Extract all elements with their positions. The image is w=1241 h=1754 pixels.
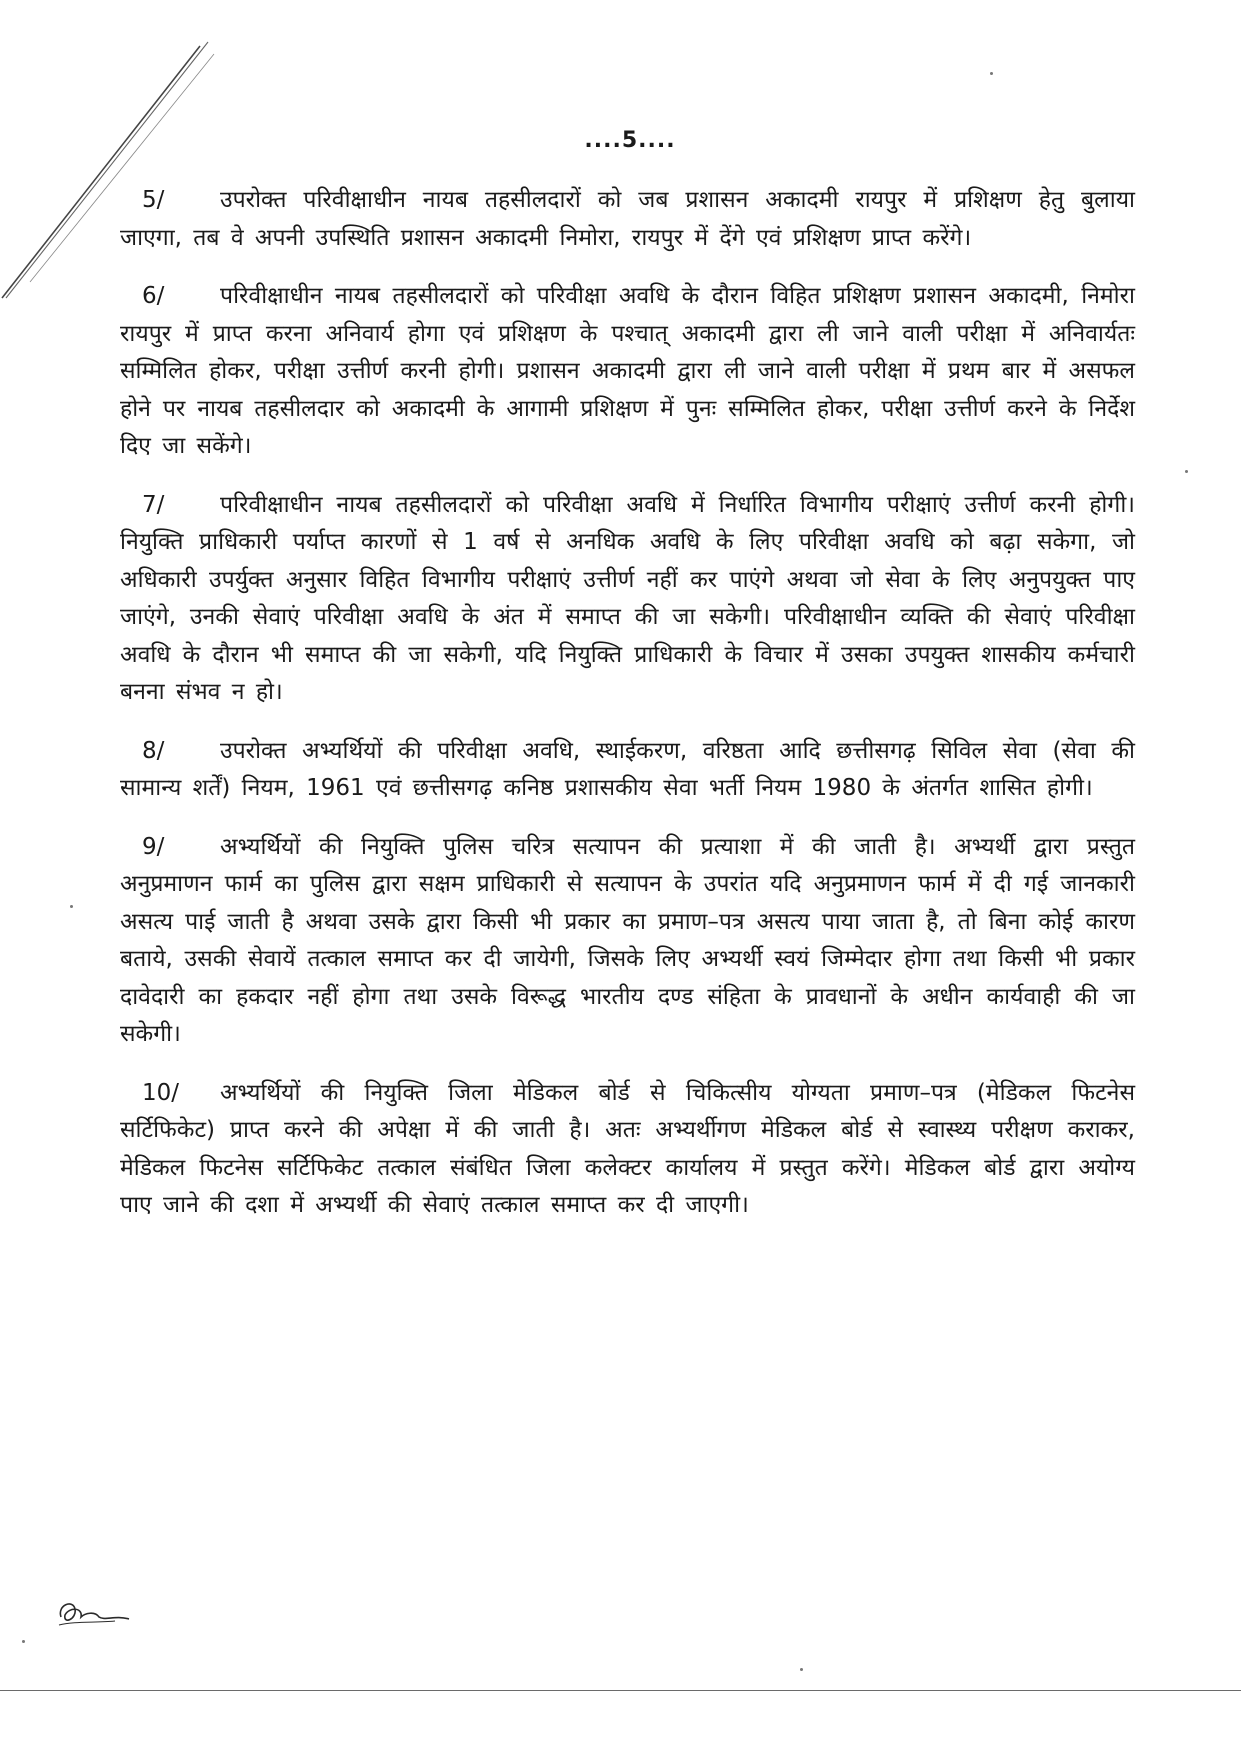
- paragraph-number: 5/: [142, 187, 165, 213]
- paragraph-text: परिवीक्षाधीन नायब तहसीलदारों को परिवीक्षा अवधि में निर्धारित विभागीय परीक्षाएं उत्तीर्ण करनी होगी। नियुक्ति प्राधिकारी पर्याप्त कारणों से 1 वर्ष से अनधिक अवधि के लिए परिवीक्षा अवधि को बढ़ा सकेगा, जो अधिकारी उपर्युक्त अनुसार विहित विभागीय परीक्षाएं उत्तीर्ण नहीं कर पाएंगे अथवा जो सेवा के लिए अनुपयुक्त पाए जाएंगे, उनकी सेवाएं परिवीक्षा अवधि के अंत में समाप्त की जा सकेगी। परिवीक्षाधीन व्यक्ति की सेवाएं परिवीक्षा अवधि के दौरान भी समाप्त की जा सकेगी, यदि नियुक्ति प्राधिकारी के विचार में उसका उपयुक्त शासकीय कर्मचारी बनना संभव न हो।: [120, 491, 1135, 705]
- page-number: ....5....: [584, 128, 676, 153]
- body-text: [120, 182, 1135, 1246]
- paragraph-6: [120, 278, 1135, 466]
- paragraph-number: 7/: [142, 491, 165, 518]
- scan-speck: [22, 1640, 25, 1643]
- scan-speck: [800, 1668, 803, 1671]
- scan-speck: [1185, 470, 1188, 473]
- paragraph-number: 10/: [142, 1079, 180, 1106]
- paragraph-7: [120, 487, 1135, 712]
- paragraph-number: 8/: [142, 737, 165, 764]
- paragraph-5: [120, 182, 1135, 257]
- paragraph-number: 6/: [142, 283, 165, 309]
- scan-speck: [990, 72, 993, 75]
- paragraph-text: उपरोक्त परिवीक्षाधीन नायब तहसीलदारों को जब प्रशासन अकादमी रायपुर में प्रशिक्षण हेतु बुलाया जाएगा, तब वे अपनी उपस्थिति प्रशासन अकादमी निमोरा, रायपुर में देंगे एवं प्रशिक्षण प्राप्त करेंगे।: [120, 187, 1135, 251]
- paragraph-text: अभ्यर्थियों की नियुक्ति जिला मेडिकल बोर्ड से चिकित्सीय योग्यता प्रमाण–पत्र (मेडिकल फिटनेस सर्टिफिकेट) प्राप्त करने की अपेक्षा में की जाती है। अतः अभ्यर्थीगण मेडिकल बोर्ड से स्वास्थ्य परीक्षण कराकर, मेडिकल फिटनेस सर्टिफिकेट तत्काल संबंधित जिला कलेक्टर कार्यालय में प्रस्तुत करेंगे। मेडिकल बोर्ड द्वारा अयोग्य पाए जाने की दशा में अभ्यर्थी की सेवाएं तत्काल समाप्त कर दी जाएगी।: [120, 1079, 1135, 1218]
- initials-signature: [55, 1595, 135, 1631]
- paragraph-number: 9/: [142, 833, 165, 860]
- paragraph-8: [120, 733, 1135, 808]
- paragraph-10: [120, 1075, 1135, 1225]
- paragraph-text: अभ्यर्थियों की नियुक्ति पुलिस चरित्र सत्यापन की प्रत्याशा में की जाती है। अभ्यर्थी द्वारा प्रस्तुत अनुप्रमाणन फार्म का पुलिस द्वारा सक्षम प्राधिकारी से सत्यापन के उपरांत यदि अनुप्रमाणन फार्म में दी गई जानकारी असत्य पाई जाती है अथवा उसके द्वारा किसी भी प्रकार का प्रमाण–पत्र असत्य पाया जाता है, तो बिना कोई कारण बताये, उसकी सेवायें तत्काल समाप्त कर दी जायेगी, जिसके लिए अभ्यर्थी स्वयं जिम्मेदार होगा तथा किसी भी प्रकार दावेदारी का हकदार नहीं होगा तथा उसके विरूद्ध भारतीय दण्ड संहिता के प्रावधानों के अधीन कार्यवाही की जा सकेगी।: [120, 833, 1135, 1047]
- scan-speck: [70, 905, 73, 908]
- paragraph-9: [120, 829, 1135, 1054]
- paragraph-text: परिवीक्षाधीन नायब तहसीलदारों को परिवीक्षा अवधि के दौरान विहित प्रशिक्षण प्रशासन अकादमी, निमोरा रायपुर में प्राप्त करना अनिवार्य होगा एवं प्रशिक्षण के पश्चात् अकादमी द्वारा ली जाने वाली परीक्षा में अनिवार्यतः सम्मिलित होकर, परीक्षा उत्तीर्ण करनी होगी। प्रशासन अकादमी द्वारा ली जाने वाली परीक्षा में प्रथम बार में असफल होने पर नायब तहसीलदार को अकादमी के आगामी प्रशिक्षण में पुनः सम्मिलित होकर, परीक्षा उत्तीर्ण करने के निर्देश दिए जा सकेंगे।: [120, 283, 1135, 459]
- paragraph-text: उपरोक्त अभ्यर्थियों की परिवीक्षा अवधि, स्थाईकरण, वरिष्ठता आदि छत्तीसगढ़ सिविल सेवा (सेवा की सामान्य शर्तें) नियम, 1961 एवं छत्तीसगढ़ कनिष्ठ प्रशासकीय सेवा भर्ती नियम 1980 के अंतर्गत शासित होगी।: [120, 737, 1135, 801]
- footer-rule: [0, 1690, 1241, 1691]
